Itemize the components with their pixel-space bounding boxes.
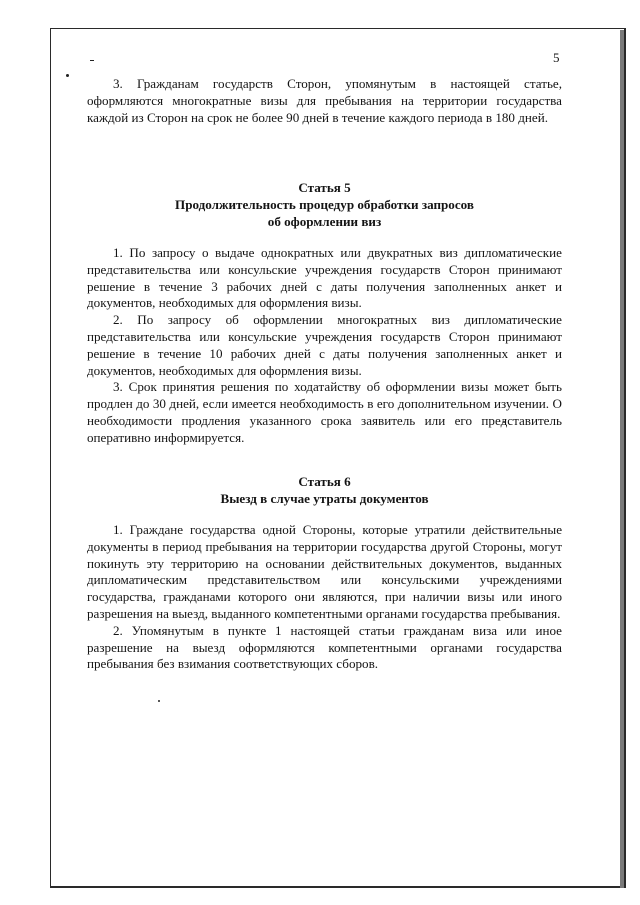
- article-5-body: [87, 245, 562, 447]
- article-5-paragraph-1: 1. По запросу о выдаче однократных или двукратных виз дипломатические представительства или консульские учреждения государств Сторон принимают решение в течение 3 рабочих дней с даты получения заполненных анкет и документов, необходимых для оформления визы.: [87, 245, 562, 311]
- scan-speck: [66, 74, 69, 77]
- article-5-heading: [87, 179, 562, 230]
- intro-paragraph: 3. Гражданам государств Сторон, упомянутым в настоящей статье, оформляются многократные визы для пребывания на территории государства каждой из Сторон на срок не более 90 дней в течение каждого периода в 180 дней.: [87, 76, 562, 125]
- article-6-title: Статья 6: [298, 474, 351, 489]
- scan-edge-shadow: [620, 30, 624, 888]
- article-5-subtitle-line-2: об оформлении виз: [267, 214, 382, 229]
- scan-speck: [158, 700, 160, 702]
- article-5-paragraph-3: 3. Срок принятия решения по ходатайству об оформлении визы может быть продлен до 30 дней, если имеется необходимость в его дополнительном изучении. О необходимости продления указанного срока заявитель или его представитель оперативно информируется.: [87, 379, 562, 445]
- article-5-paragraph-2: 2. По запросу об оформлении многократных виз дипломатические представительства или консульские учреждения государств Сторон принимают решение в течение 10 рабочих дней с даты получения заполненных анкет и документов, необходимых для оформления визы.: [87, 312, 562, 378]
- intro-section: [87, 76, 562, 126]
- page-border: [50, 28, 626, 888]
- article-5-subtitle-line-1: Продолжительность процедур обработки запросов: [175, 197, 474, 212]
- page-number: 5: [553, 50, 560, 65]
- article-6-subtitle: Выезд в случае утраты документов: [220, 491, 429, 506]
- article-6-body: [87, 522, 562, 673]
- article-5-title: Статья 5: [298, 180, 351, 195]
- scan-speck: [90, 60, 94, 61]
- article-6-paragraph-1: 1. Граждане государства одной Стороны, которые утратили действительные документы в период пребывания на территории государства другой Стороны, могут покинуть эту территорию на основании действительных документов, выданных дипломатическим представительством или консульскими учреждениями государства, гражданами которого они являются, при наличии визы или иного разрешения на выезд, выданного компетентными органами государства пребывания.: [87, 522, 562, 621]
- article-6-heading: [87, 473, 562, 507]
- article-6-paragraph-2: 2. Упомянутым в пункте 1 настоящей статьи гражданам виза или иное разрешение на выезд оформляются компетентными органами государства пребывания без взимания соответствующих сборов.: [87, 622, 562, 672]
